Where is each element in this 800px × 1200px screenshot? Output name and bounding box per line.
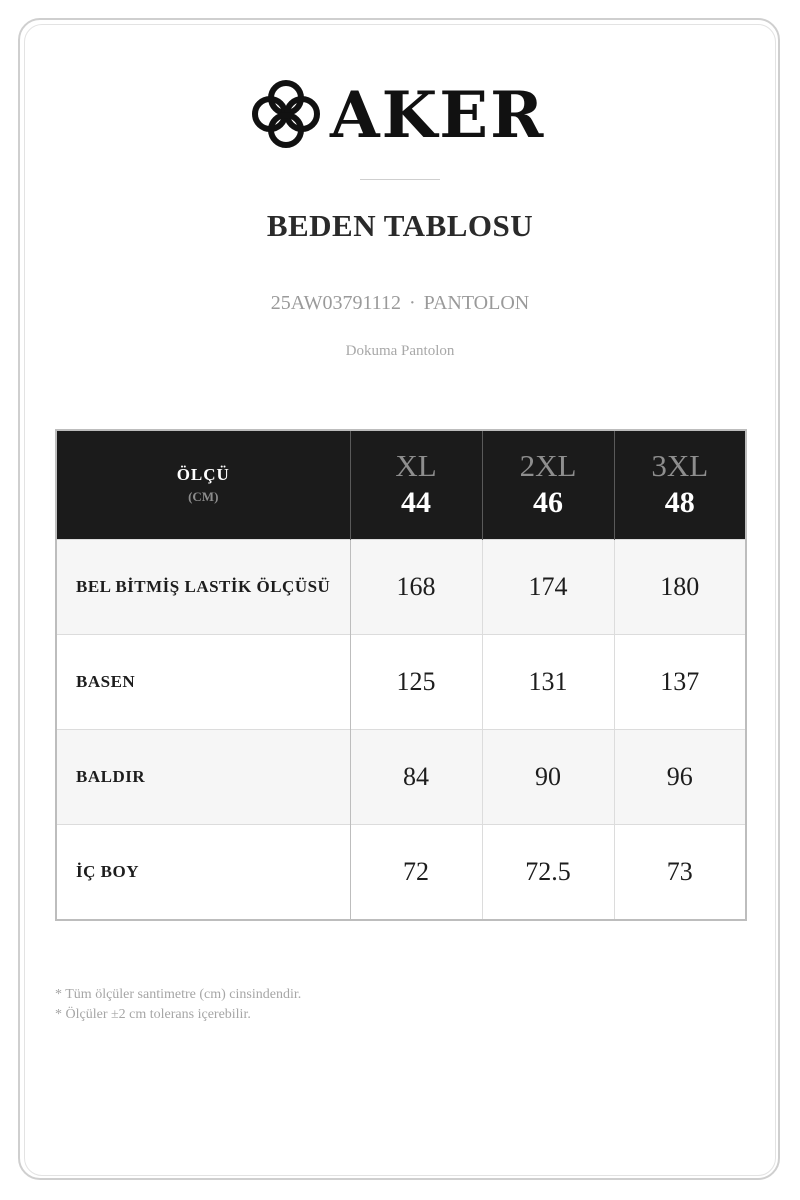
footnote: * Ölçüler ±2 cm tolerans içerebilir. (55, 1007, 251, 1022)
size-name: 3XL (651, 448, 709, 483)
product-code: 25AW03791112 (270, 292, 401, 314)
cell-value: 131 (482, 635, 614, 730)
product-description: Dokuma Pantolon (345, 343, 455, 359)
cell-value: 174 (482, 540, 614, 635)
row-label: BASEN (56, 635, 350, 730)
cell-value: 72 (350, 825, 482, 921)
brand-name: AKER (330, 78, 546, 153)
size-number: 46 (533, 486, 563, 519)
footnote: * Tüm ölçüler santimetre (cm) cinsindendir. (55, 987, 302, 1002)
row-label: BALDIR (56, 730, 350, 825)
product-category: PANTOLON (423, 292, 530, 314)
cell-value: 125 (350, 635, 482, 730)
header-measure (56, 430, 350, 540)
size-name: XL (395, 448, 437, 483)
table-row (56, 825, 746, 921)
row-label: BEL BİTMİŞ LASTİK ÖLÇÜSÜ (56, 540, 350, 635)
table-row (56, 730, 746, 825)
cell-value: 84 (350, 730, 482, 825)
cell-value: 168 (350, 540, 482, 635)
brand-logo (252, 78, 552, 153)
size-header-3xl (614, 430, 746, 540)
table-row (56, 540, 746, 635)
page-title: BEDEN TABLOSU (266, 208, 534, 243)
table-header-row (56, 430, 746, 540)
header-label: ÖLÇÜ (176, 465, 230, 484)
footnotes (55, 985, 301, 1025)
product-line (0, 292, 800, 315)
knot-emblem-icon (252, 78, 320, 148)
cell-value: 90 (482, 730, 614, 825)
cell-value: 96 (614, 730, 746, 825)
size-header-2xl (482, 430, 614, 540)
table-row (56, 635, 746, 730)
size-name: 2XL (519, 448, 577, 483)
size-number: 44 (401, 486, 431, 519)
cell-value: 72.5 (482, 825, 614, 921)
cell-value: 180 (614, 540, 746, 635)
row-label: İÇ BOY (56, 825, 350, 921)
cell-value: 137 (614, 635, 746, 730)
size-header-xl (350, 430, 482, 540)
cell-value: 73 (614, 825, 746, 921)
divider (360, 179, 440, 180)
separator: · (408, 292, 416, 314)
size-table (55, 429, 747, 921)
header-unit: (CM) (188, 489, 219, 504)
size-number: 48 (664, 486, 695, 519)
